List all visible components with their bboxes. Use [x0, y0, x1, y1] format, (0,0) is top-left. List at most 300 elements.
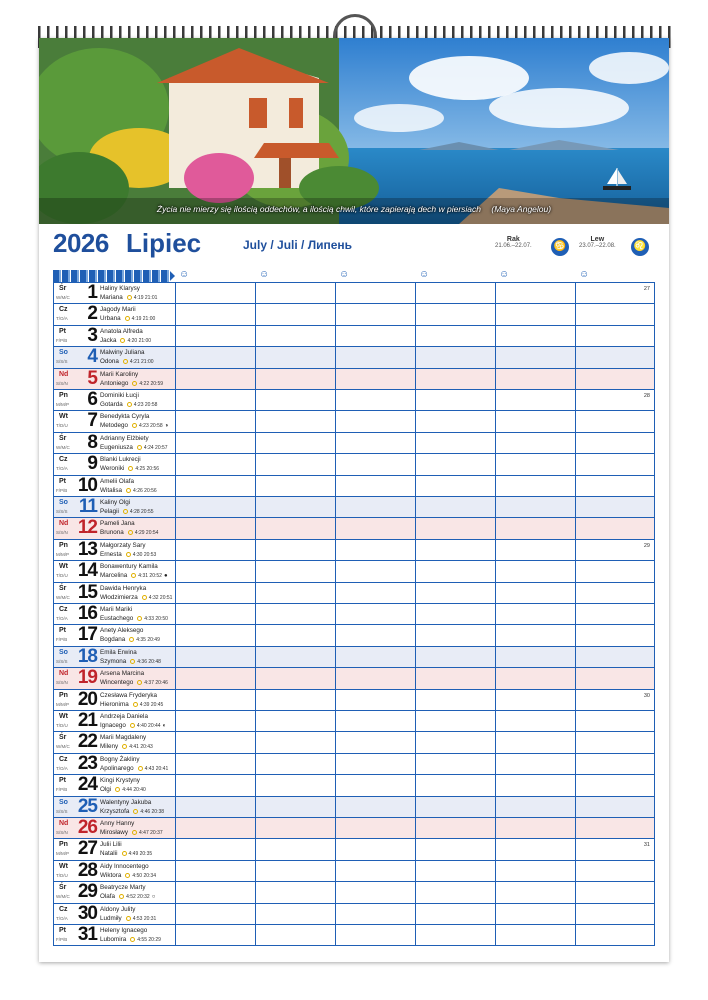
day-cell: [54, 839, 176, 860]
day-row[interactable]: [54, 497, 654, 518]
sun-icon: [123, 509, 128, 514]
day-row[interactable]: [54, 433, 654, 454]
weekday-abbr: Pt: [59, 327, 66, 335]
day-cell: [54, 604, 176, 625]
day-number: 6: [87, 389, 97, 410]
sun-icon: [120, 338, 125, 343]
weekday-abbr: Pt: [59, 477, 66, 485]
calendar-grid: [53, 270, 655, 946]
name-days-line2: [100, 808, 166, 815]
name-days-line2-text: Włodzimierza: [100, 593, 138, 601]
zodiac-name: Rak: [506, 236, 520, 243]
day-cell: [54, 904, 176, 925]
name-days-line1: Pameli Jana: [100, 520, 135, 528]
weekday-symbols: F/P/B: [56, 787, 68, 793]
name-days-line2: [100, 701, 165, 708]
weekday-abbr: Pt: [59, 927, 66, 934]
zodiac-cancer: [495, 236, 532, 249]
weekday-symbols: S/S/N: [56, 530, 68, 536]
moon-phase-icon: ◑: [164, 423, 169, 430]
day-cell: [54, 818, 176, 839]
day-row[interactable]: [54, 369, 654, 390]
weekday-abbr: So: [59, 499, 68, 506]
sun-icon: [137, 680, 142, 685]
sunrise-sunset: 4:40 20:44: [136, 723, 161, 729]
weekday-symbols: S/S/S: [56, 658, 68, 664]
day-row[interactable]: [54, 604, 654, 625]
weekday-symbols: T/O/A: [56, 915, 68, 921]
day-row[interactable]: [54, 711, 654, 732]
day-number: 9: [87, 453, 97, 475]
smiley-icon: ☺: [419, 269, 430, 280]
weekday-abbr: So: [59, 648, 68, 656]
day-row[interactable]: [54, 454, 654, 475]
name-days-line2-text: Eustachego: [100, 615, 134, 622]
day-number: 8: [87, 431, 97, 453]
day-cell: [54, 647, 176, 668]
weekday-abbr: So: [59, 798, 68, 806]
cancer-zodiac-icon: ♋: [551, 238, 569, 256]
sunrise-sunset: 4:23 20:58: [139, 423, 163, 430]
day-number: 12: [77, 517, 97, 539]
day-number: 24: [77, 774, 97, 796]
day-number: 28: [77, 859, 97, 881]
name-days-line1: Amelii Olafa: [100, 477, 134, 485]
sunrise-sunset: 4:31 20:52: [138, 573, 162, 580]
sunrise-sunset: 4:47 20:37: [139, 830, 163, 836]
name-days-line2: [100, 915, 158, 922]
weekday-symbols: W/M/C: [56, 744, 70, 750]
quote: [39, 204, 669, 214]
sunrise-sunset: 4:32 20:51: [148, 594, 173, 601]
sunrise-sunset: 4:36 20:48: [137, 658, 161, 665]
sun-icon: [137, 445, 142, 450]
weekday-symbols: T/D/U: [56, 423, 68, 429]
name-days-line2: [100, 679, 170, 686]
sun-icon: [127, 402, 132, 407]
sun-icon: [126, 552, 131, 557]
sun-icon: [138, 766, 143, 771]
day-cell: [54, 454, 176, 475]
name-days-line1: Arsena Marcina: [100, 670, 145, 678]
weekday-abbr: Nd: [59, 520, 69, 528]
sunrise-sunset: 4:41 20:43: [129, 744, 153, 751]
sunrise-sunset: 4:49 20:35: [128, 851, 153, 858]
name-days-line2: [100, 444, 170, 451]
weekday-symbols: F/P/B: [56, 937, 68, 942]
weekday-abbr: Pn: [59, 392, 68, 399]
day-row[interactable]: [54, 754, 654, 775]
weekday-abbr: Pn: [59, 841, 68, 849]
weekday-abbr: So: [59, 349, 68, 357]
arrows-decoration: [53, 270, 175, 282]
name-days-line1: Aldony Julity: [100, 905, 136, 913]
weekday-abbr: Pt: [59, 777, 66, 785]
name-days-line2: [100, 850, 154, 857]
name-days-line1: Walentyny Jakuba: [100, 798, 152, 806]
sun-icon: [123, 359, 128, 364]
sunrise-sunset: 4:55 20:29: [137, 937, 161, 943]
name-days-line2: [100, 294, 159, 301]
name-days-line2-text: Witalisa: [100, 486, 123, 494]
day-row[interactable]: [54, 882, 654, 903]
day-number: 31: [77, 924, 97, 945]
name-days-line2-text: Szymona: [100, 657, 127, 665]
day-cell: [54, 668, 176, 689]
day-cell: [54, 476, 176, 497]
day-cell: [54, 369, 176, 390]
name-days-line2: [100, 422, 168, 429]
weekday-abbr: Nd: [59, 370, 69, 378]
name-days-line2-text: Ernesta: [100, 550, 122, 558]
smiley-icon: ☺: [579, 269, 590, 280]
sun-icon: [131, 573, 136, 578]
weekday-symbols: T/D/U: [56, 573, 68, 579]
day-cell: [54, 690, 176, 711]
day-number: 18: [77, 645, 97, 667]
name-days-line2: [100, 829, 165, 836]
column-divider: [575, 282, 576, 946]
week-number: 31: [643, 842, 650, 849]
weekday-symbols: T/D/U: [56, 872, 68, 878]
sunrise-sunset: 4:19 21:01: [133, 295, 158, 301]
grid-header: [53, 270, 655, 282]
day-cell: [54, 583, 176, 604]
weekday-symbols: W/M/C: [56, 295, 70, 300]
quote-text: Życia nie mierzy się ilością oddechów, a ilością chwil, które zapierają dech w piersiach: [156, 204, 482, 214]
sun-icon: [128, 530, 133, 535]
sunrise-sunset: 4:28 20:55: [129, 509, 154, 515]
smiley-icon: ☺: [179, 269, 190, 280]
day-row[interactable]: [54, 476, 654, 497]
quote-author: (Maya Angelou): [491, 204, 552, 214]
name-days-line2-text: Antoniego: [100, 379, 129, 387]
name-days-line1: Beatrycze Marty: [100, 884, 146, 892]
weekday-abbr: Śr: [59, 884, 67, 892]
name-days-line2-text: Urbana: [100, 315, 121, 323]
name-days-line1: Aidy Innocentego: [100, 862, 149, 870]
sunrise-sunset: 4:24 20:57: [143, 444, 168, 451]
sun-icon: [130, 937, 135, 942]
day-cell: [54, 347, 176, 368]
sunrise-sunset: 4:46 20:38: [140, 808, 165, 815]
sun-icon: [133, 702, 138, 707]
name-days-line2-text: Weroniki: [100, 465, 125, 473]
name-days-line2-text: Bogdana: [100, 636, 126, 644]
day-cell: [54, 433, 176, 454]
day-row[interactable]: [54, 861, 654, 882]
name-days-line2-text: Apolinarego: [100, 764, 134, 772]
name-days-line2-text: Olgi: [100, 786, 112, 794]
day-number: 22: [77, 731, 97, 753]
sunrise-sunset: 4:43 20:41: [144, 765, 169, 772]
day-number: 17: [77, 624, 97, 646]
day-cell: [54, 797, 176, 818]
day-row[interactable]: [54, 583, 654, 604]
name-days-line1: Czesława Fryderyka: [100, 691, 158, 699]
sun-icon: [132, 830, 137, 835]
name-days-line2: [100, 465, 161, 472]
day-row[interactable]: [54, 540, 654, 561]
sun-icon: [132, 381, 137, 386]
week-number: 28: [643, 393, 650, 399]
sunrise-sunset: 4:25 20:56: [135, 466, 160, 473]
weekday-abbr: Śr: [59, 584, 67, 592]
sunrise-sunset: 4:21 21:00: [129, 359, 154, 366]
name-days-line2: [100, 380, 165, 387]
name-days-line1: Bonawentury Kamila: [100, 563, 158, 571]
name-days-line1: Blanki Lukrecji: [100, 456, 141, 464]
name-days-line1: Anety Aleksego: [100, 627, 144, 635]
name-days-line2: [100, 893, 155, 900]
name-days-line2-text: Lubomira: [100, 936, 127, 943]
name-days-line2-text: Odona: [100, 358, 119, 366]
sun-icon: [142, 595, 147, 600]
sun-icon: [130, 723, 135, 728]
sunrise-sunset: 4:29 20:54: [134, 530, 159, 537]
sunrise-sunset: 4:37 20:46: [144, 680, 168, 687]
day-row[interactable]: [54, 347, 654, 368]
sunrise-sunset: 4:33 20:50: [144, 616, 168, 622]
name-days-line1: Anatola Alfreda: [100, 327, 143, 335]
sun-icon: [125, 873, 130, 878]
weekday-symbols: S/S/N: [56, 830, 68, 835]
weekday-symbols: W/M/C: [56, 594, 70, 600]
day-row[interactable]: [54, 625, 654, 646]
name-days-line1: Anny Hanny: [100, 820, 135, 827]
weekday-symbols: M/M/P: [56, 551, 69, 557]
weekday-symbols: F/P/B: [56, 487, 68, 493]
weekday-abbr: Nd: [59, 820, 69, 827]
day-number: 3: [87, 324, 97, 346]
name-days-line2-text: Mirosławy: [100, 829, 128, 836]
sun-icon: [129, 637, 134, 642]
weekday-abbr: Wt: [59, 563, 68, 571]
sunrise-sunset: 4:39 20:45: [139, 701, 164, 708]
name-days-line1: Małgorzaty Sary: [100, 541, 146, 549]
day-row[interactable]: [54, 732, 654, 753]
weekday-abbr: Śr: [59, 734, 67, 742]
smiley-icon: ☺: [259, 269, 270, 280]
day-cell: [54, 882, 176, 903]
name-days-line2-text: Hieronima: [100, 700, 129, 708]
day-row[interactable]: [54, 326, 654, 347]
sunrise-sunset: 4:26 20:56: [133, 487, 157, 494]
sunrise-sunset: 4:19 21:00: [131, 316, 156, 323]
name-days-line1: Marii Magdaleny: [100, 734, 147, 742]
year: 2026: [53, 228, 109, 258]
name-days-line1: Dawida Henryka: [100, 584, 147, 592]
day-number: 11: [78, 496, 97, 517]
name-days-line1: Julii Lilii: [100, 841, 122, 849]
name-days-line2: [100, 508, 156, 515]
day-number: 10: [77, 474, 97, 496]
sun-icon: [130, 659, 135, 664]
month-header: [53, 228, 653, 264]
day-row[interactable]: [54, 518, 654, 539]
day-row[interactable]: [54, 561, 654, 582]
name-days-line2: [100, 337, 153, 344]
name-days-line2: [100, 572, 168, 579]
weekday-abbr: Cz: [59, 606, 68, 613]
sun-icon: [133, 809, 138, 814]
weekday-abbr: Śr: [59, 434, 67, 442]
weekday-symbols: M/M/P: [56, 851, 69, 857]
day-cell: [54, 732, 176, 753]
day-cell: [54, 411, 176, 432]
day-number: 25: [77, 795, 97, 817]
name-days-line2-text: Metodego: [100, 422, 129, 430]
day-number: 27: [77, 838, 97, 860]
weekday-symbols: S/S/S: [56, 808, 68, 814]
column-divider: [495, 282, 496, 946]
day-cell: [54, 283, 176, 304]
calendar-sheet: [39, 38, 669, 962]
day-cell: [54, 390, 176, 411]
column-divider: [175, 282, 176, 946]
day-row[interactable]: [54, 647, 654, 668]
sun-icon: [125, 316, 130, 321]
day-row[interactable]: [54, 775, 654, 796]
moon-phase-icon: ●: [163, 573, 168, 580]
day-number: 14: [77, 560, 97, 582]
column-divider: [415, 282, 416, 946]
day-number: 20: [77, 688, 97, 710]
name-days-line2-text: Olafa: [100, 893, 116, 901]
day-row[interactable]: [54, 283, 654, 304]
day-row[interactable]: [54, 304, 654, 325]
name-days-line1: Andrzeja Daniela: [100, 713, 148, 720]
column-divider: [255, 282, 256, 946]
name-days-line1: Marii Mariki: [100, 606, 133, 613]
name-days-line2-text: Mileny: [100, 743, 119, 751]
column-divider: [335, 282, 336, 946]
day-cell: [54, 711, 176, 732]
day-number: 4: [87, 346, 97, 368]
weekday-symbols: S/S/N: [56, 680, 68, 686]
weekday-symbols: F/P/B: [56, 337, 68, 343]
weekday-symbols: W/M/C: [56, 894, 70, 900]
day-number: 13: [77, 538, 97, 560]
smiley-icon: ☺: [339, 269, 350, 280]
name-days-line2: [100, 551, 158, 558]
weekday-abbr: Pt: [59, 627, 66, 635]
day-number: 16: [77, 603, 97, 624]
day-cell: [54, 925, 176, 946]
weekday-symbols: T/O/A: [56, 316, 68, 322]
name-days-line2-text: Krzysztofa: [100, 807, 130, 815]
sunrise-sunset: 4:44 20:40: [122, 787, 146, 794]
hanger-hook: [333, 14, 377, 38]
weekday-symbols: T/D/U: [56, 723, 68, 728]
day-row[interactable]: [54, 390, 654, 411]
name-days-line2: [100, 936, 163, 943]
week-number: 27: [643, 286, 650, 292]
day-cell: [54, 561, 176, 582]
name-days-line1: Malwiny Juliana: [100, 349, 145, 357]
sunrise-sunset: 4:35 20:49: [136, 637, 160, 644]
day-number: 21: [77, 710, 97, 731]
day-number: 5: [87, 367, 97, 389]
sun-icon: [119, 894, 124, 899]
name-days-line2-text: Brunona: [100, 529, 124, 537]
sunrise-sunset: 4:52 20:32: [126, 894, 150, 901]
header-photo: [39, 38, 669, 224]
sun-icon: [128, 466, 133, 471]
weekday-symbols: S/S/N: [56, 380, 68, 386]
name-days-line1: Jagody Marii: [100, 306, 136, 314]
day-number: 23: [77, 752, 97, 774]
sun-icon: [126, 488, 131, 493]
zodiac-dates: 21.06.–22.07.: [495, 243, 532, 249]
day-row[interactable]: [54, 839, 654, 860]
day-number: 19: [77, 667, 97, 689]
day-cell: [54, 304, 176, 325]
day-number: 29: [77, 881, 97, 903]
weekday-abbr: Wt: [59, 413, 68, 421]
weekday-symbols: S/S/S: [56, 509, 68, 514]
sun-icon: [127, 295, 132, 300]
name-days-line1: Heleny Ignacego: [100, 927, 148, 934]
weekday-symbols: W/M/C: [56, 444, 70, 450]
weekday-abbr: Pn: [59, 691, 68, 699]
zodiac-name: Lew: [590, 236, 605, 243]
name-days-line1: Kaliny Olgi: [100, 499, 131, 506]
day-cell: [54, 497, 176, 518]
weekday-symbols: T/O/A: [56, 466, 68, 472]
name-days-line2-text: Jacka: [100, 336, 117, 344]
name-days-line2-text: Mariana: [100, 294, 123, 301]
weekday-symbols: M/M/P: [56, 701, 69, 707]
sunrise-sunset: 4:53 20:31: [132, 915, 157, 922]
day-row[interactable]: [54, 690, 654, 711]
day-row[interactable]: [54, 797, 654, 818]
day-row[interactable]: [54, 818, 654, 839]
name-days-line2: [100, 615, 170, 622]
sun-icon: [132, 423, 137, 428]
week-number: 29: [643, 542, 650, 549]
smiley-icon: ☺: [499, 269, 510, 280]
name-days-line2: [100, 722, 166, 729]
day-row[interactable]: [54, 904, 654, 925]
weekday-abbr: Śr: [59, 285, 67, 292]
day-cell: [54, 326, 176, 347]
month-name: Lipiec: [126, 228, 202, 258]
day-number: 7: [87, 410, 97, 432]
name-days-line1: Emila Erwina: [100, 648, 137, 656]
day-number: 30: [77, 902, 97, 924]
day-cell: [54, 775, 176, 796]
day-row[interactable]: [54, 411, 654, 432]
day-number: 26: [77, 817, 97, 838]
name-days-line2: [100, 743, 155, 750]
name-days-line2: [100, 872, 158, 879]
weekday-symbols: F/P/B: [56, 637, 68, 643]
name-days-line1: Dominiki Łucji: [100, 392, 139, 399]
day-cell: [54, 625, 176, 646]
name-days-line1: Haliny Klarysy: [100, 285, 140, 292]
day-row[interactable]: [54, 925, 654, 946]
weekday-symbols: S/S/S: [56, 359, 68, 365]
zodiac-leo: [579, 236, 616, 249]
sun-icon: [137, 616, 142, 621]
weekday-symbols: T/O/A: [56, 765, 68, 771]
day-row[interactable]: [54, 668, 654, 689]
weekday-abbr: Nd: [59, 670, 69, 678]
sun-icon: [126, 916, 131, 921]
sun-icon: [122, 744, 127, 749]
name-days-line2-text: Eugeniusza: [100, 443, 133, 451]
